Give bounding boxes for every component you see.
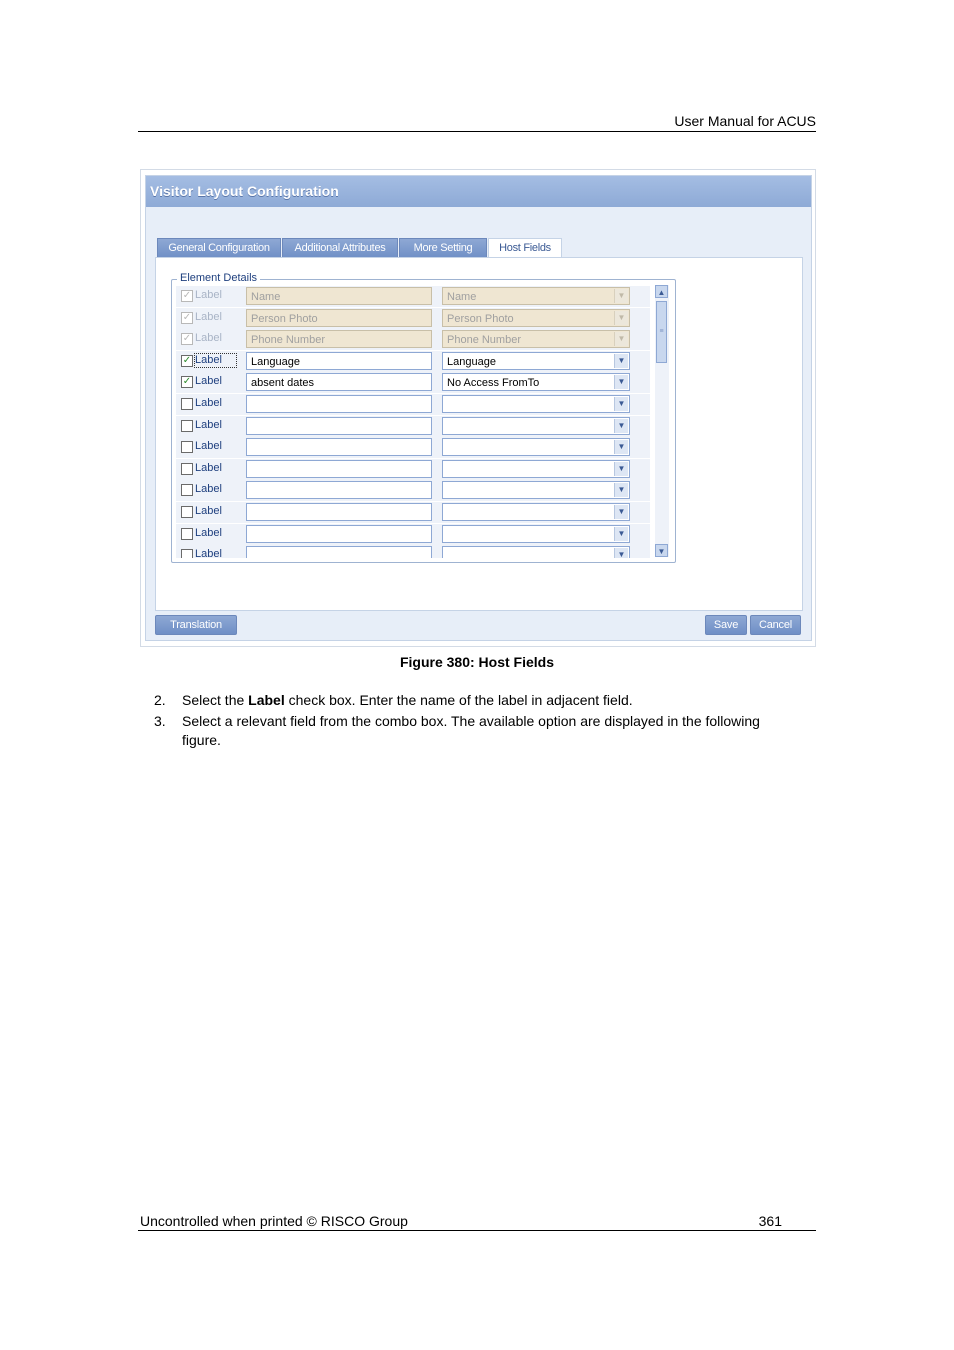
checkbox-label: Label xyxy=(195,397,222,409)
step-number: 2. xyxy=(154,692,166,708)
chevron-down-icon[interactable]: ▼ xyxy=(614,505,628,519)
label-checkbox xyxy=(181,312,193,324)
label-name-input: Name xyxy=(246,287,432,305)
element-details-fieldset xyxy=(171,272,676,563)
combo-value: Name xyxy=(447,291,477,303)
label-checkbox[interactable] xyxy=(181,376,193,388)
scroll-thumb[interactable]: ≡ xyxy=(656,301,667,363)
tab-additional-attributes[interactable]: Additional Attributes xyxy=(282,238,398,258)
chevron-down-icon[interactable]: ▼ xyxy=(614,375,628,389)
label-name-input: Person Photo xyxy=(246,309,432,327)
field-combo-box[interactable] xyxy=(442,460,630,478)
label-name-input[interactable] xyxy=(246,417,432,435)
label-name-input[interactable] xyxy=(246,481,432,499)
table-row xyxy=(176,524,650,545)
field-combo-box[interactable] xyxy=(442,417,630,435)
checkbox-label: Label xyxy=(195,461,222,474)
element-rows xyxy=(176,286,650,558)
checkbox-label: Label xyxy=(195,332,222,345)
combo-value: Person Photo xyxy=(447,312,514,325)
step-bold: Label xyxy=(248,692,285,708)
chevron-down-icon[interactable]: ▼ xyxy=(614,397,628,411)
chevron-down-icon[interactable]: ▼ xyxy=(614,548,628,558)
table-row xyxy=(176,351,650,372)
checkbox-label: Label xyxy=(195,505,222,517)
field-combo-box[interactable] xyxy=(442,352,630,370)
fieldset-legend: Element Details xyxy=(177,272,260,284)
field-combo-box[interactable] xyxy=(442,525,630,543)
checkbox-label: Label xyxy=(195,526,222,539)
checkbox-label: Label xyxy=(195,440,222,453)
instruction-steps xyxy=(154,691,794,752)
check-icon: ✓ xyxy=(182,333,192,345)
page-header xyxy=(138,112,816,132)
table-row xyxy=(176,286,650,307)
field-combo-box xyxy=(442,309,630,327)
label-name-input[interactable] xyxy=(246,460,432,478)
label-checkbox[interactable] xyxy=(181,484,193,496)
page-number: 361 xyxy=(758,1213,782,1229)
chevron-down-icon[interactable]: ▼ xyxy=(614,332,628,346)
label-checkbox[interactable] xyxy=(181,441,193,453)
cancel-button[interactable]: Cancel xyxy=(750,615,801,635)
combo-value: Phone Number xyxy=(447,334,521,347)
checkbox-label: Label xyxy=(195,483,222,496)
chevron-down-icon[interactable]: ▼ xyxy=(614,419,628,433)
label-checkbox[interactable] xyxy=(181,355,193,367)
chevron-down-icon[interactable]: ▼ xyxy=(614,354,628,368)
table-row xyxy=(176,394,650,415)
field-combo-box[interactable] xyxy=(442,373,630,391)
window-title: Visitor Layout Configuration xyxy=(146,176,811,207)
check-icon: ✓ xyxy=(182,376,192,388)
footer-copyright: Uncontrolled when printed © RISCO Group xyxy=(140,1213,408,1229)
visitor-layout-window xyxy=(145,175,812,641)
label-name-input: Phone Number xyxy=(246,330,432,348)
table-row xyxy=(176,437,650,458)
table-row xyxy=(176,480,650,501)
step-text: check box. Enter the name of the label in adjacent field. xyxy=(284,692,633,708)
label-name-input[interactable] xyxy=(246,503,432,521)
label-checkbox xyxy=(181,333,193,345)
combo-value: No Access FromTo xyxy=(447,377,540,390)
translation-button[interactable]: Translation xyxy=(155,615,237,635)
tab-host-fields[interactable]: Host Fields xyxy=(488,238,562,259)
label-name-input[interactable] xyxy=(246,395,432,413)
chevron-down-icon[interactable]: ▼ xyxy=(614,440,628,454)
window-footer xyxy=(146,613,811,640)
tab-general-configuration[interactable]: General Configuration xyxy=(157,238,281,258)
field-combo-box[interactable] xyxy=(442,438,630,456)
label-checkbox[interactable] xyxy=(181,463,193,475)
step-item xyxy=(154,712,794,750)
checkbox-label: Label xyxy=(195,548,222,558)
table-row xyxy=(176,459,650,480)
field-combo-box[interactable] xyxy=(442,395,630,413)
field-combo-box[interactable] xyxy=(442,481,630,499)
table-row xyxy=(176,329,650,350)
label-checkbox[interactable] xyxy=(181,528,193,540)
label-checkbox[interactable] xyxy=(181,398,193,410)
label-name-input[interactable] xyxy=(246,546,432,558)
scroll-down-icon[interactable]: ▼ xyxy=(655,544,668,557)
step-text: Select the xyxy=(182,692,249,708)
checkbox-label: Label xyxy=(195,375,222,388)
page-footer xyxy=(138,1212,816,1231)
label-checkbox[interactable] xyxy=(181,549,193,558)
check-icon: ✓ xyxy=(182,354,192,366)
table-row xyxy=(176,308,650,329)
chevron-down-icon[interactable]: ▼ xyxy=(614,483,628,497)
label-name-input[interactable]: absent dates xyxy=(246,373,432,391)
check-icon: ✓ xyxy=(182,311,192,323)
field-combo-box xyxy=(442,287,630,305)
figure-screenshot xyxy=(140,169,816,647)
field-combo-box[interactable] xyxy=(442,503,630,521)
checkbox-label: Label xyxy=(195,289,222,301)
check-icon: ✓ xyxy=(182,290,192,301)
manual-title: User Manual for ACUS xyxy=(674,113,816,129)
label-checkbox[interactable] xyxy=(181,420,193,432)
combo-value: Language xyxy=(447,355,496,368)
label-checkbox xyxy=(181,290,193,302)
checkbox-label: Label xyxy=(195,354,236,367)
field-combo-box[interactable] xyxy=(442,546,630,558)
checkbox-label: Label xyxy=(195,310,222,323)
label-checkbox[interactable] xyxy=(181,506,193,518)
step-item xyxy=(154,691,794,710)
tab-more-setting[interactable]: More Setting xyxy=(399,238,487,258)
step-text: Select a relevant field from the combo box. The available option are displayed in the following figure. xyxy=(182,713,760,748)
table-row xyxy=(176,502,650,523)
label-name-input[interactable] xyxy=(246,438,432,456)
scroll-up-icon[interactable]: ▲ xyxy=(655,285,668,298)
chevron-down-icon[interactable]: ▼ xyxy=(614,462,628,476)
checkbox-label: Label xyxy=(195,418,222,431)
step-number: 3. xyxy=(154,713,166,729)
field-combo-box xyxy=(442,330,630,348)
table-row xyxy=(176,545,650,558)
tab-content xyxy=(155,257,803,611)
chevron-down-icon[interactable]: ▼ xyxy=(614,311,628,325)
chevron-down-icon[interactable]: ▼ xyxy=(614,527,628,541)
table-row xyxy=(176,416,650,437)
chevron-down-icon[interactable]: ▼ xyxy=(614,289,628,303)
save-button[interactable]: Save xyxy=(705,615,747,635)
label-name-input[interactable]: Language xyxy=(246,352,432,370)
figure-caption: Figure 380: Host Fields xyxy=(399,654,555,670)
vertical-scrollbar[interactable] xyxy=(655,285,669,557)
label-name-input[interactable] xyxy=(246,525,432,543)
table-row xyxy=(176,372,650,393)
